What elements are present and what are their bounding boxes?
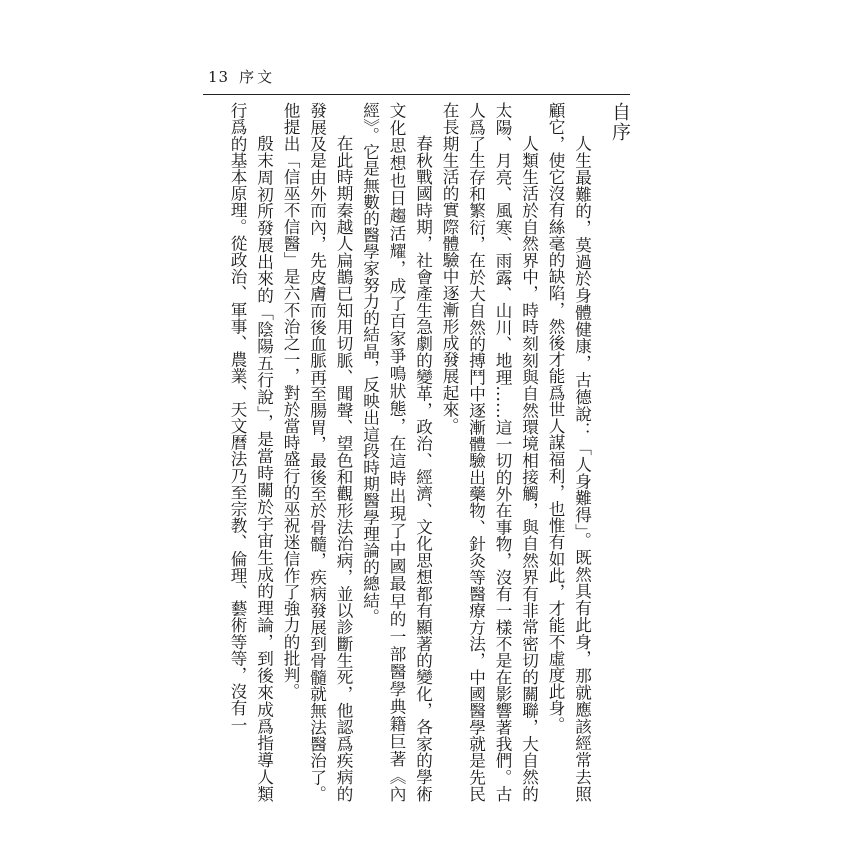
paragraph-4: 在此時期秦越人扁鵲已知用切脈、聞聲、望色和觀形法治病，並以診斷生死，他認爲疾病的發展及是由外而內，先皮膚而後血脈再至腸胃，最後至於骨髓，疾病發展到骨髓就無法醫治了。他提出「信巫不信醫」是六不治之一，對於當時盛行的巫祝迷信作了強力的批判。 (281, 102, 353, 802)
section-heading: 自序 (609, 102, 631, 142)
vertical-text-body (203, 102, 633, 802)
header-rule (203, 94, 630, 95)
page-number: 13 (208, 68, 230, 86)
page-header (208, 66, 275, 88)
paragraph-1: 人生最難的，莫過於身體健康，古德說：「人身難得」。既然具有此身，那就應該經常去照顧它，使它沒有絲毫的缺陷，然後才能爲世人謀福利，也惟有如此，才能不虛度此身。 (546, 102, 592, 802)
paragraph-2: 人類生活於自然界中，時時刻刻與自然環境相接觸，與自然界有非常密切的關聯，大自然的太陽、月亮、風寒、雨露、山川、地理……這一切的外在事物，沒有一樣不是在影響著我們。古人爲了生存和繁衍，在於大自然的搏鬥中逐漸體驗出藥物、針灸等醫療方法，中國醫學就是先民在長期生活的實際體驗中逐漸形成發展起來。 (440, 102, 539, 802)
paragraph-5: 殷末周初所發展出來的「陰陽五行說」，是當時關於宇宙生成的理論，到後來成爲指導人類行爲的基本原理。從政治、軍事、農業、天文曆法乃至宗教、倫理、藝術等等，沒有一 (228, 102, 274, 802)
paragraph-3: 春秋戰國時期，社會產生急劇的變革，政治、經濟、文化思想都有顯著的變化，各家的學術文化思想也日趨活耀，成了百家爭鳴狀態，在這時出現了中國最早的一部醫學典籍巨著《內經》。它是無數的醫學家努力的結晶，反映出這段時期醫學理論的總結。 (360, 102, 433, 802)
running-title: 序文 (239, 68, 276, 86)
